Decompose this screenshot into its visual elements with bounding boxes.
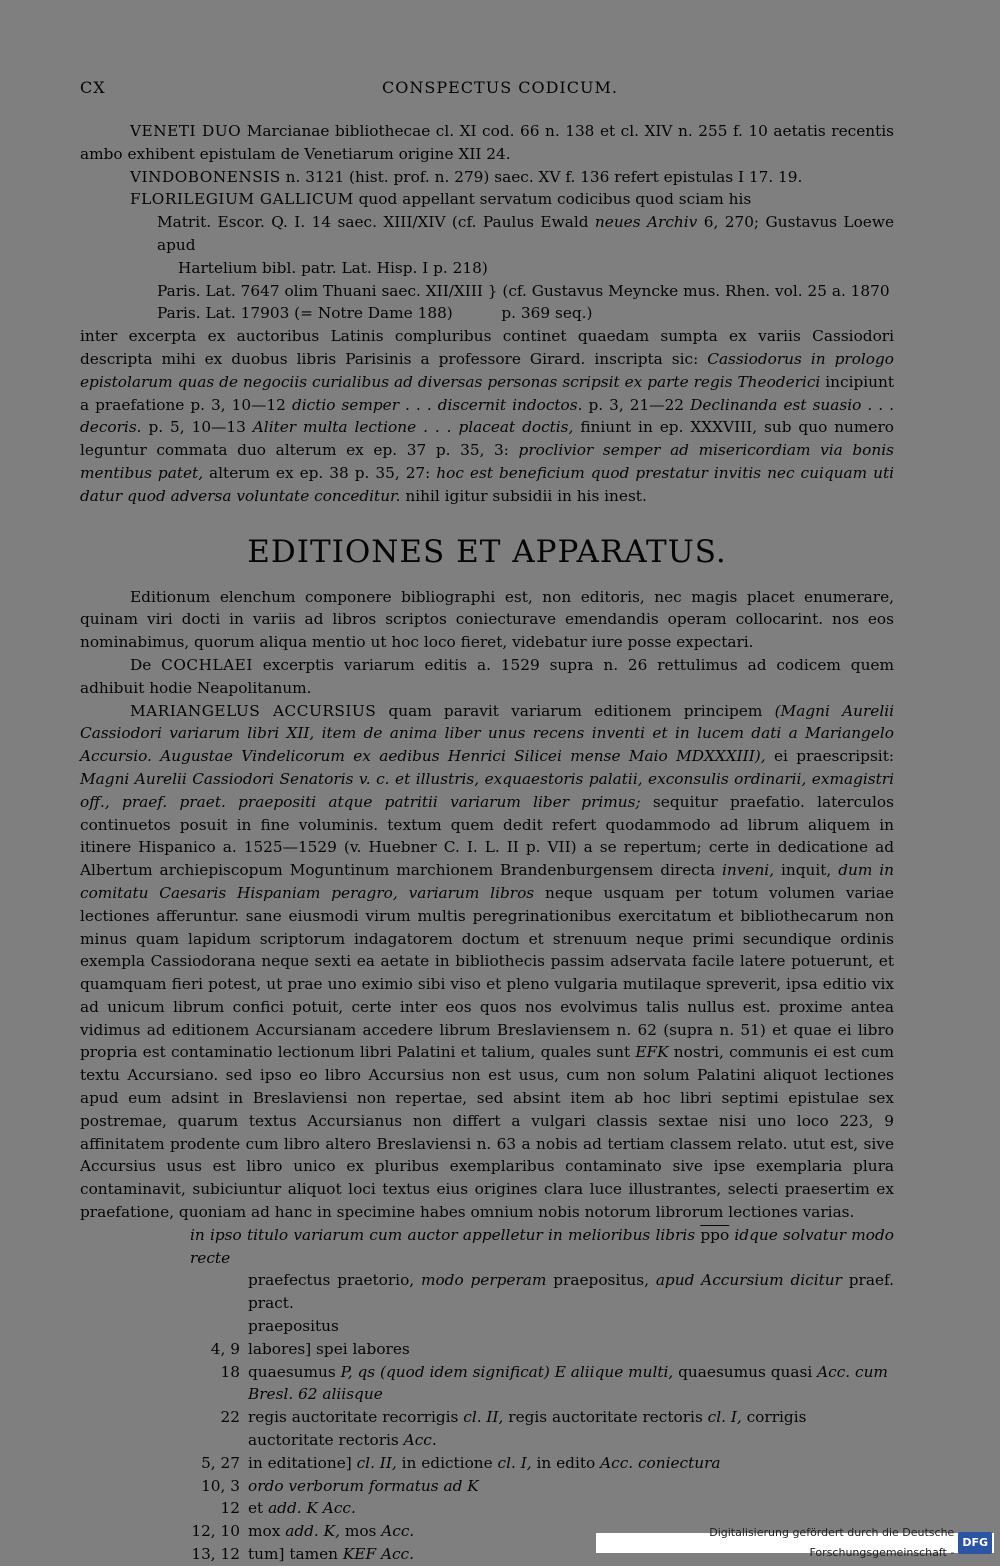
apparatus-text <box>248 1497 894 1520</box>
entry-italic: cl. II, <box>356 1453 397 1472</box>
accursius-name: MARIANGELUS ACCURSIUS <box>130 701 377 720</box>
entry-italic-2: Acc. <box>381 1522 415 1541</box>
apparatus-entry <box>80 1452 894 1475</box>
matrit-italic: neues Archiv <box>594 213 698 232</box>
apparatus-text <box>248 1361 894 1407</box>
apparatus-ref: 22 <box>220 1408 240 1427</box>
apparatus-intro-2-italic-2: apud Accursium dicitur <box>655 1271 842 1290</box>
entry-rest-2: corrigis auctoritate rectoris <box>248 1408 807 1450</box>
apparatus-intro-2-italic: modo perperam <box>420 1271 547 1290</box>
entry-italic-2: cl. I, <box>497 1453 532 1472</box>
entry-italic: ordo verborum formatus ad K <box>248 1476 479 1495</box>
entry-italic-3: Acc. <box>403 1431 437 1450</box>
apparatus-text <box>248 1338 894 1361</box>
matrit-line <box>157 211 894 257</box>
veneti-text: Marcianae bibliothecae cl. XI cod. 66 n. 138 et cl. XIV n. 255 f. 10 aetatis recentis ambo exhibent epistulam de Venetiarum origine XII 24. <box>80 122 894 163</box>
apparatus-intro-2 <box>248 1269 894 1315</box>
cochlaei-paragraph <box>80 654 894 700</box>
apparatus <box>80 1224 894 1566</box>
entry-text: regis auctoritate recorrigis <box>248 1408 464 1427</box>
entry-italic: P, qs (quod idem significat) E aliique multi, <box>340 1362 674 1381</box>
entry-text: tum] tamen <box>248 1545 343 1564</box>
accursius-text-c: sequitur praefatio. laterculos continuetos posuit in fine voluminis. textum quem dedit refert quodammodo ad librum aliquem in itinere Hispanico a. 1525—1529 (v. Huebner C. I. L. II p. VII) a se repertum; certe in dedicatione ad Albertum archiepiscopum Moguntinum marchionem Brandenburgensem directa <box>80 792 894 880</box>
apparatus-text <box>248 1406 894 1452</box>
entry-text: mox <box>248 1522 286 1541</box>
entry-rest: in edictione <box>396 1453 498 1472</box>
entry-rest: quaesumus quasi <box>673 1362 818 1381</box>
entry-italic-3: Acc. coniectura <box>600 1453 721 1472</box>
entry-rest: mos <box>339 1522 382 1541</box>
page-body <box>80 120 894 1566</box>
florilegium-text: quod appellant servatum codicibus quod sciam his <box>358 190 752 209</box>
apparatus-ref: 12 <box>220 1499 240 1518</box>
accursius-italic-2: Magni Aurelii Cassiodori Senatoris v. c. et illustris, exquaestoris palatii, exconsulis ordinarii, exmagistri off., praef. praet. praepositi atque patritii variarum liber primus; <box>80 769 894 811</box>
entry-italic-2: cl. I, <box>707 1408 742 1427</box>
accursius-text-f: nostri, communis ei est cum textu Accursiano. sed ipso eo libro Accursius non est usus, cum non solum Palatini aliquot lectiones apud eum adsint in Breslaviensi non repertae, sed absint item ab hoc libri septimi epistulae sex postremae, quarum textus Accursianus non differt a vulgari classis sextae nisi uno loco 223, 9 affinitatem prodente cum libro altero Breslaviensi n. 63 a nobis ad tertiam classem relato. utut est, sive Accursius usus est libro unico ex pluribus exemplaribus contaminato sive ipse exemplaria plura contaminavit, subiciuntur aliquot loci textus eius origines clara luce illustrantes, selecti praesertim ex praefatione, quoniam ad hanc in specimine habes omnium nobis notorum librorum lectiones varias. <box>80 1043 895 1222</box>
paris-line-1: Paris. Lat. 7647 olim Thuani saec. XII/XIII } (cf. Gustavus Meyncke mus. Rhen. vol. 25 a. 1870 <box>157 281 890 300</box>
vindob-text: n. 3121 (hist. prof. n. 279) saec. XV f. 136 refert epistulas I 17. 19. <box>285 167 803 186</box>
accursius-text-d: inquit, <box>774 861 839 880</box>
accursius-text-e: neque usquam per totum volumen variae lectiones afferuntur. sane eiusmodi virum multis peregrinationibus exercitatum et bibliothecarum non minus quam lapidum scriptorum indagatorem doctum et strenuum neque primi secundique ordinis exempla Cassiodorana neque sexti ea aetate in bibliothecis passim adservata facile latere potuerunt, et quamquam fieri potest, ut prae uno eximio sibi viso et pleno vulgaria mutilaque spreverit, ipsa editio vix ad unicum librum confici potuit, certe inter eos quos nos evolvimus talis nullus est. proxime antea vidimus ad editionem Accursianam accedere librum Breslaviensem n. 62 (supra n. 51) et quae ei libro propria est contaminatio lectionum libri Palatini et talium, quales sunt <box>80 883 894 1062</box>
accursius-text-a: quam paravit variarum editionem principem <box>376 701 775 720</box>
apparatus-intro-2a: praefectus praetorio, <box>248 1271 421 1290</box>
inter-text-1: inter excerpta ex auctoribus Latinis compluribus continet quaedam sumpta ex variis Cassiodori descripta mihi ex duobus libris Parisinis a professore Girard. inscripta sic: <box>80 327 894 368</box>
inter-italic-6: hoc est beneficium quod prestatur invitis nec cuiquam uti datur quod adversa voluntate conceditur. <box>80 463 894 505</box>
apparatus-entry <box>80 1497 894 1520</box>
apparatus-ref: 18 <box>220 1362 240 1381</box>
inter-italic-3: Declinanda est suasio . . . decoris. <box>80 395 894 437</box>
apparatus-ref: 5, 27 <box>201 1453 240 1472</box>
footer-text: Digitalisierung gefördert durch die Deutsche Forschungsgemeinschaft - <box>709 1526 955 1559</box>
apparatus-ref: 12, 10 <box>191 1522 240 1541</box>
dfg-logo[interactable]: DFG <box>958 1532 992 1554</box>
entry-rest-2: in edito <box>531 1453 601 1472</box>
matrit-text-end: 6, 270; Gustavus Loewe apud <box>157 213 895 254</box>
inter-excerpta-paragraph <box>80 325 894 507</box>
entry-text: quaesumus <box>248 1362 341 1381</box>
veneti-paragraph <box>80 120 894 166</box>
cochlaei-text-b: excerptis variarum editis a. 1529 supra n. 26 rettulimus ad codicem quem adhibuit hodie Neapolitanum. <box>80 655 894 697</box>
florilegium-name: FLORILEGIUM GALLICUM <box>130 190 354 209</box>
inter-text-4: p. 5, 10—13 <box>141 418 253 437</box>
entry-text: et <box>248 1499 269 1518</box>
entry-italic-2: Acc. cum Bresl. 62 aliisque <box>248 1362 888 1404</box>
accursius-paragraph <box>80 700 894 1224</box>
veneti-name: VENETI DUO <box>130 122 242 140</box>
editiones-paragraph-1: Editionum elenchum componere bibliographi est, non editoris, nec magis placet enumerare, quinam viri docti in variis ad libros scriptos coniecturave emendandis operam collocarint. nos eos nominabimus, quorum aliqua mentio ut hoc loco fieret, videbatur iure posse expectari. <box>80 587 894 652</box>
inter-italic-2: dictio semper . . . discernit indoctos. <box>291 395 583 414</box>
florilegium-paragraph <box>80 188 894 211</box>
apparatus-intro-italic-2: idque solvatur modo recte <box>190 1225 894 1267</box>
apparatus-entry <box>80 1406 894 1452</box>
inter-text-2: incipiunt a praefatione p. 3, 10—12 <box>80 372 894 414</box>
cochlaei-text-a: De <box>130 655 162 674</box>
entry-italic: KEF Acc. <box>342 1545 414 1564</box>
cochlaei-name: COCHLAEI <box>161 655 253 674</box>
vindob-name: VINDOBONENSIS <box>130 167 281 186</box>
apparatus-entry <box>80 1475 894 1498</box>
inter-text-6: alterum ex ep. 38 p. 35, 27: <box>203 463 437 482</box>
apparatus-entry <box>80 1361 894 1407</box>
apparatus-intro-abbr: $\overline{ppo}$ <box>700 1225 730 1244</box>
apparatus-ref: 10, 3 <box>201 1476 240 1495</box>
entry-italic: cl. II, <box>463 1408 504 1427</box>
apparatus-intro-3: praepositus <box>248 1317 339 1336</box>
apparatus-entry <box>80 1338 894 1361</box>
accursius-text-b: ei praescripsit: <box>765 747 895 766</box>
entry-italic: add. K Acc. <box>268 1499 356 1518</box>
apparatus-intro-2b: praepositus, <box>546 1271 656 1290</box>
apparatus-ref: 13, 12 <box>191 1545 240 1564</box>
accursius-italic-1: (Magni Aurelii Cassiodori variarum libri XII, item de anima liber unus recens inventi et in lucem dati a Mariangelo Accursio. Augustae Vindelicorum ex aedibus Henrici Silicei mense Maio MDXXXIII), <box>80 701 895 766</box>
page-number: CX <box>80 78 106 97</box>
inter-italic-5: proclivior semper ad misericordiam via bonis mentibus patet, <box>80 441 894 482</box>
accursius-italic-5: EFK <box>635 1043 669 1062</box>
vindob-paragraph <box>80 166 894 189</box>
inter-italic-1: Cassiodorus in prologo epistolarum quas de negociis curialibus ad diversas personas scripsit ex parte regis Theoderici <box>80 349 895 391</box>
matrit-line-2: Hartelium bibl. patr. Lat. Hisp. I p. 218) <box>178 258 488 277</box>
section-title: EDITIONES ET APPARATUS. <box>247 533 727 570</box>
accursius-italic-4: dum in comitatu Caesaris Hispaniam peragro, variarum libros <box>80 861 894 902</box>
apparatus-intro-2c: praef. pract. <box>248 1271 894 1313</box>
inter-text-5: finiunt in ep. XXXVIII, sub quo numero leguntur commata duo alterum ex ep. 37 p. 35, 3: <box>80 418 894 460</box>
paris-line-2: Paris. Lat. 17903 (= Notre Dame 188) p. 369 seq.) <box>157 304 593 323</box>
apparatus-ref: 4, 9 <box>210 1339 240 1358</box>
inter-text-7: nihil igitur subsidii in his inest. <box>400 486 647 505</box>
digitization-footer <box>596 1526 994 1559</box>
running-title: CONSPECTUS CODICUM. <box>382 78 618 97</box>
accursius-italic-3: inveni, <box>722 861 775 880</box>
inter-italic-4: Aliter multa lectione . . . placeat doctis, <box>252 418 574 437</box>
matrit-text: Matrit. Escor. Q. I. 14 saec. XIII/XIV (cf. Paulus Ewald <box>157 213 595 232</box>
entry-italic: add. K, <box>285 1522 340 1541</box>
entry-rest: regis auctoritate rectoris <box>503 1408 708 1427</box>
apparatus-text <box>248 1452 894 1475</box>
inter-text-3: p. 3, 21—22 <box>582 395 691 414</box>
entry-text: in editatione] <box>248 1453 357 1472</box>
entry-text: labores] spei labores <box>248 1339 410 1358</box>
apparatus-text <box>248 1475 894 1498</box>
apparatus-intro-italic-1: in ipso titulo variarum cum auctor appelletur in melioribus libris <box>190 1225 701 1244</box>
apparatus-intro-1 <box>190 1224 894 1270</box>
